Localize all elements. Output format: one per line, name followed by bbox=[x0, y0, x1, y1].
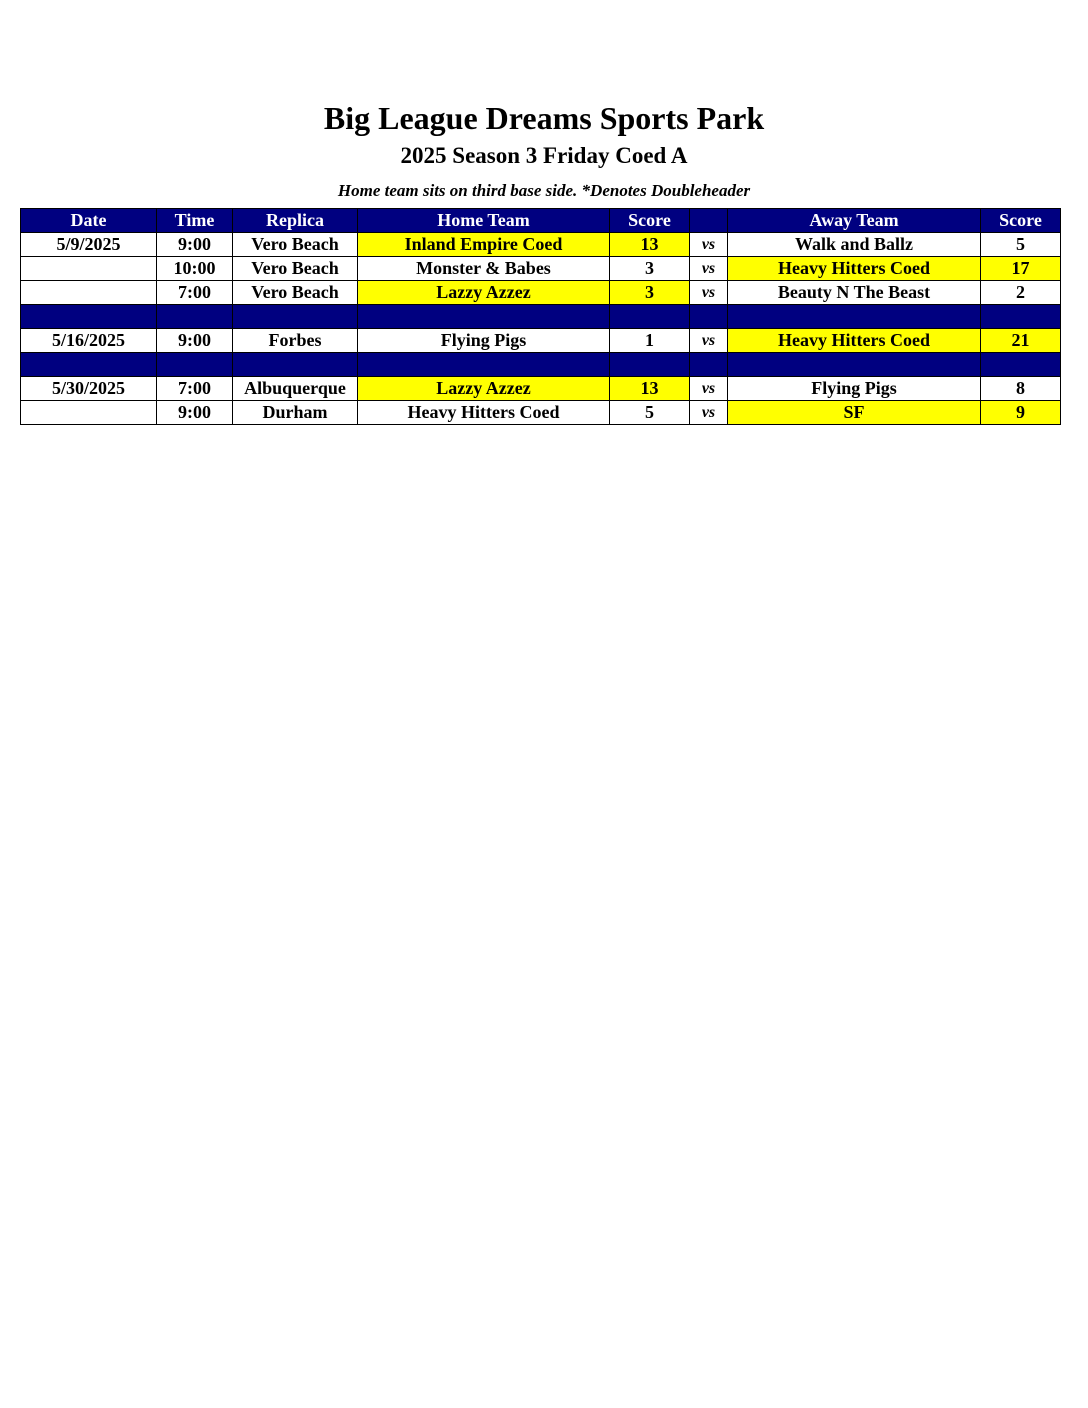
page-subtitle: 2025 Season 3 Friday Coed A bbox=[400, 143, 688, 168]
date-cell: 5/9/2025 bbox=[21, 233, 157, 257]
away-score-cell: 8 bbox=[981, 377, 1061, 401]
col-header-home-score: Score bbox=[610, 209, 690, 233]
separator-cell bbox=[157, 305, 233, 329]
replica-cell: Vero Beach bbox=[233, 233, 358, 257]
col-header-replica: Replica bbox=[233, 209, 358, 233]
replica-cell: Vero Beach bbox=[233, 281, 358, 305]
col-header-time: Time bbox=[157, 209, 233, 233]
table-header-row bbox=[21, 209, 1061, 233]
col-header-vs bbox=[690, 209, 728, 233]
date-cell: 5/16/2025 bbox=[21, 329, 157, 353]
home-score-cell: 3 bbox=[610, 257, 690, 281]
col-header-home-team: Home Team bbox=[358, 209, 610, 233]
home-team-cell: Lazzy Azzez bbox=[358, 377, 610, 401]
separator-cell bbox=[21, 305, 157, 329]
away-team-cell: Flying Pigs bbox=[728, 377, 981, 401]
time-cell: 10:00 bbox=[157, 257, 233, 281]
separator-cell bbox=[157, 353, 233, 377]
table-row bbox=[21, 377, 1061, 401]
time-cell: 9:00 bbox=[157, 329, 233, 353]
separator-row bbox=[21, 305, 1061, 329]
home-score-cell: 13 bbox=[610, 377, 690, 401]
time-cell: 7:00 bbox=[157, 377, 233, 401]
separator-cell bbox=[728, 353, 981, 377]
home-score-cell: 13 bbox=[610, 233, 690, 257]
schedule-note: Home team sits on third base side. *Denotes Doubleheader bbox=[337, 181, 751, 200]
away-team-cell: Walk and Ballz bbox=[728, 233, 981, 257]
vs-cell: vs bbox=[690, 329, 728, 353]
table-row bbox=[21, 401, 1061, 425]
vs-cell: vs bbox=[690, 257, 728, 281]
separator-cell bbox=[981, 305, 1061, 329]
home-score-cell: 1 bbox=[610, 329, 690, 353]
col-header-date: Date bbox=[21, 209, 157, 233]
home-team-cell: Flying Pigs bbox=[358, 329, 610, 353]
home-team-cell: Heavy Hitters Coed bbox=[358, 401, 610, 425]
vs-cell: vs bbox=[690, 377, 728, 401]
home-score-cell: 3 bbox=[610, 281, 690, 305]
vs-cell: vs bbox=[690, 233, 728, 257]
page-title: Big League Dreams Sports Park bbox=[323, 100, 765, 136]
table-row bbox=[21, 329, 1061, 353]
separator-cell bbox=[358, 305, 610, 329]
away-team-cell: Beauty N The Beast bbox=[728, 281, 981, 305]
separator-cell bbox=[233, 353, 358, 377]
replica-cell: Forbes bbox=[233, 329, 358, 353]
date-cell bbox=[21, 401, 157, 425]
away-score-cell: 5 bbox=[981, 233, 1061, 257]
separator-cell bbox=[690, 353, 728, 377]
separator-cell bbox=[610, 305, 690, 329]
home-team-cell: Monster & Babes bbox=[358, 257, 610, 281]
date-cell bbox=[21, 281, 157, 305]
vs-cell: vs bbox=[690, 401, 728, 425]
date-cell: 5/30/2025 bbox=[21, 377, 157, 401]
away-team-cell: Heavy Hitters Coed bbox=[728, 329, 981, 353]
away-team-cell: Heavy Hitters Coed bbox=[728, 257, 981, 281]
col-header-away-score: Score bbox=[981, 209, 1061, 233]
table-row bbox=[21, 257, 1061, 281]
separator-cell bbox=[981, 353, 1061, 377]
schedule-table bbox=[20, 208, 1061, 425]
separator-cell bbox=[690, 305, 728, 329]
separator-cell bbox=[610, 353, 690, 377]
away-team-cell: SF bbox=[728, 401, 981, 425]
col-header-away-team: Away Team bbox=[728, 209, 981, 233]
replica-cell: Albuquerque bbox=[233, 377, 358, 401]
separator-cell bbox=[21, 353, 157, 377]
separator-cell bbox=[728, 305, 981, 329]
table-row bbox=[21, 233, 1061, 257]
away-score-cell: 9 bbox=[981, 401, 1061, 425]
table-row bbox=[21, 281, 1061, 305]
away-score-cell: 17 bbox=[981, 257, 1061, 281]
home-team-cell: Lazzy Azzez bbox=[358, 281, 610, 305]
time-cell: 7:00 bbox=[157, 281, 233, 305]
replica-cell: Vero Beach bbox=[233, 257, 358, 281]
vs-cell: vs bbox=[690, 281, 728, 305]
away-score-cell: 21 bbox=[981, 329, 1061, 353]
time-cell: 9:00 bbox=[157, 233, 233, 257]
replica-cell: Durham bbox=[233, 401, 358, 425]
home-team-cell: Inland Empire Coed bbox=[358, 233, 610, 257]
separator-cell bbox=[358, 353, 610, 377]
date-cell bbox=[21, 257, 157, 281]
separator-row bbox=[21, 353, 1061, 377]
home-score-cell: 5 bbox=[610, 401, 690, 425]
away-score-cell: 2 bbox=[981, 281, 1061, 305]
separator-cell bbox=[233, 305, 358, 329]
time-cell: 9:00 bbox=[157, 401, 233, 425]
